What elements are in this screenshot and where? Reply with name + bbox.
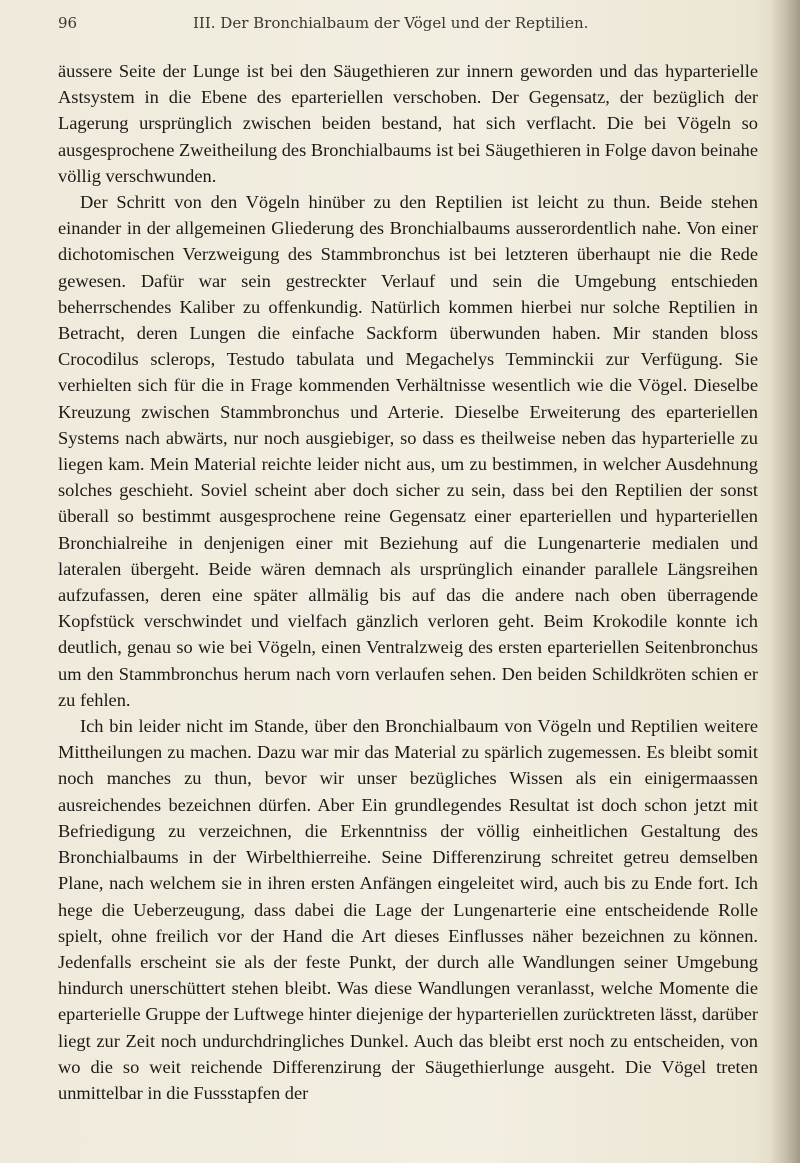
page-number: 96	[58, 14, 78, 32]
body-text	[58, 58, 758, 1106]
paragraph-3: Ich bin leider nicht im Stande, über den Bronchialbaum von Vögeln und Reptilien weitere Mittheilungen zu machen. Dazu war mir das Material zu spärlich zugemessen. Es bleibt somit noch manches zu thun, bevor wir unser bezügliches Wissen als ein einigermaassen ausreichendes bezeichnen dürfen. Aber Ein grundlegendes Resultat ist doch schon jetzt mit Befriedigung zu verzeichnen, die Erkenntniss der völlig einheitlichen Gestaltung des Bronchialbaums in der Wirbelthierreihe. Seine Differenzirung schreitet getreu demselben Plane, nach welchem sie in ihren ersten Anfängen eingeleitet wird, auch bis zu Ende fort. Ich hege die Ueberzeugung, dass dabei die Lage der Lungenarterie eine entscheidende Rolle spielt, ohne freilich vor der Hand die Art dieses Einflusses näher bezeichnen zu können. Jedenfalls erscheint sie als der feste Punkt, der durch alle Wandlungen seiner Umgebung hindurch unerschüttert stehen bleibt. Was diese Wandlungen veranlasst, welche Momente die eparterielle Gruppe der Luftwege hinter diejenige der hyparteriellen zurücktreten lässt, darüber liegt zur Zeit noch undurchdringliches Dunkel. Auch das bleibt erst noch zu entscheiden, von wo die so weit reichende Differenzirung der Säugethierlunge ausgeht. Die Vögel treten unmittelbar in die Fussstapfen der	[58, 716, 758, 1103]
page-header	[58, 14, 758, 40]
running-title: III. Der Bronchialbaum der Vögel und der Reptilien.	[193, 14, 589, 32]
paragraph-1: äussere Seite der Lunge ist bei den Säugethieren zur innern geworden und das hyparterielle Astsystem in die Ebene des eparteriellen verschoben. Der Gegensatz, der bezüglich der Lagerung ursprünglich zwischen beiden bestand, hat sich verflacht. Die bei Vögeln so ausgesprochene Zweitheilung des Bronchialbaums ist bei Säugethieren in Folge davon beinahe völlig verschwunden.	[58, 61, 758, 186]
page-edge-shadow	[770, 0, 800, 1163]
paragraph-2: Der Schritt von den Vögeln hinüber zu den Reptilien ist leicht zu thun. Beide stehen einander in der allgemeinen Gliederung des Bronchialbaums ausserordentlich nahe. Von einer dichotomischen Verzweigung des Stammbronchus ist bei letzteren überhaupt nie die Rede gewesen. Dafür war sein gestreckter Verlauf und sein die Umgebung entschieden beherrschendes Kaliber zu offenkundig. Natürlich kommen hierbei nur solche Reptilien in Betracht, deren Lungen die einfache Sackform überwunden haben. Mir standen bloss Crocodilus sclerops, Testudo tabulata und Megachelys Temminckii zur Verfügung. Sie verhielten sich für die in Frage kommenden Verhältnisse wesentlich wie die Vögel. Dieselbe Kreuzung zwischen Stammbronchus und Arterie. Dieselbe Erweiterung des eparteriellen Systems nach abwärts, nur noch ausgiebiger, so dass es theilweise neben das hyparterielle zu liegen kam. Mein Material reichte leider nicht aus, um zu bestimmen, in welcher Ausdehnung solches geschieht. Soviel scheint aber doch sicher zu sein, dass bei den Reptilien der sonst überall so bestimmt ausgesprochene reine Gegensatz einer eparteriellen und hyparteriellen Bronchialreihe in denjenigen einer mit Beziehung auf die Lungenarterie medialen und lateralen übergeht. Beide wären demnach als ursprünglich einander parallele Längsreihen aufzufassen, deren eine später allmälig bis auf das die andere nach oben überragende Kopfstück verschwindet und vielfach gänzlich verloren geht. Beim Krokodile konnte ich deutlich, genau so wie bei Vögeln, einen Ventralzweig des ersten eparteriellen Seitenbronchus um den Stammbronchus herum nach vorn verlaufen sehen. Den beiden Schildkröten schien er zu fehlen.	[58, 192, 758, 710]
